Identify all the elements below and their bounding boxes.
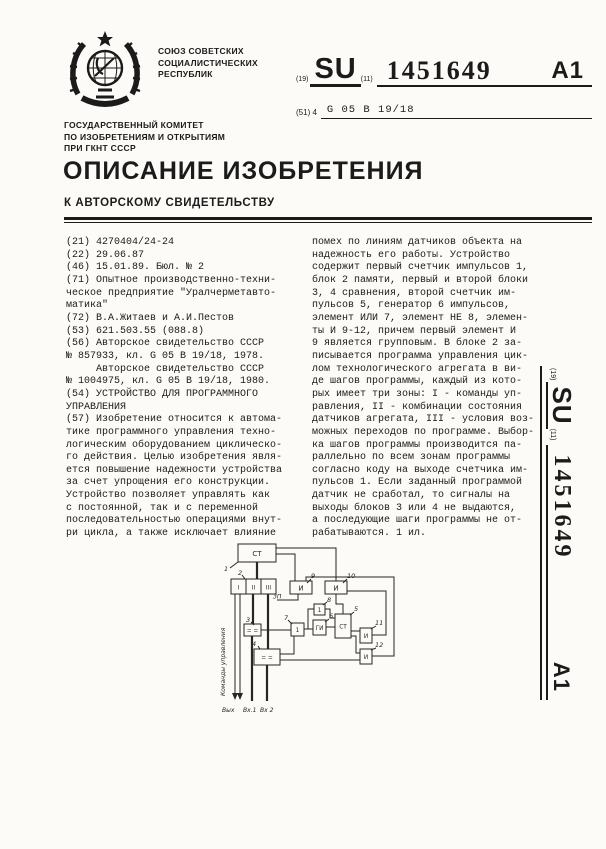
- circuit-diagram: [210, 536, 475, 771]
- block-or7-label: 1: [295, 628, 300, 634]
- input1-label: Вх.1: [243, 707, 257, 714]
- page-title: ОПИСАНИЕ ИЗОБРЕТЕНИЯ: [63, 157, 424, 185]
- abstract-right-column: помех по линиям датчиков объекта на надежность его работы. Устройство содержит первый счетчик импульсов 1, блок 2 памяти, первый и второй блоки 3, 4 сравнения, второй счетчик им- пульсов 5, генератор 6 импульсов, элемент ИЛИ 7, элемент НЕ 8, элемен- ты И 9-12, причем первый элемент И 9 является групповым. В блоке 2 за- писывается программа управления цик- лом технологического агрегата в ви- де шагов программы, каждый из кото- рых имеет три зоны: I - команды уп- равления, II - комбинации состояния датчиков агрегата, III - условия воз- можных переходов по программе. Выбор- ка шагов программы производится па- раллельно по всем зонам программы согласно коду на выходе счетчика им- пульсов 1. Если заданный программой датчик не сработал, то сигналы на выходы блоков 3 или 4 не выдаются, а последующие шаги программы не от- рабатываются. 1 ил.: [312, 237, 535, 540]
- sidebar-country-code: SU: [546, 382, 575, 428]
- ins-code-11: (11): [360, 76, 373, 83]
- block-comparator4-label: = =: [261, 655, 273, 662]
- ref-6: 6: [329, 612, 334, 620]
- block-counter1-label: СТ: [252, 550, 262, 558]
- ref-10: 10: [347, 572, 356, 580]
- ref-12: 12: [375, 641, 384, 649]
- committee-name: ГОСУДАРСТВЕННЫЙ КОМИТЕТ ПО ИЗОБРЕТЕНИЯМ И ОТКРЫТИЯМ ПРИ ГКНТ СССР: [64, 120, 226, 153]
- write-signal-label: ЗП: [273, 593, 282, 601]
- ref-7: 7: [284, 614, 289, 622]
- union-name: СОЮЗ СОВЕТСКИХ СОЦИАЛИСТИЧЕСКИХ РЕСПУБЛИК: [158, 46, 258, 79]
- ref-3: 3: [246, 616, 251, 624]
- memory-zone-3: III: [265, 585, 272, 592]
- block-generator6-label: ГИ: [315, 626, 324, 632]
- ins-code-19: (19): [296, 76, 309, 83]
- sidebar-rotated-strip: [546, 368, 590, 700]
- sidebar-rule: [540, 366, 542, 700]
- header-divider: [64, 217, 592, 223]
- block-comparator3-label: = =: [246, 628, 259, 635]
- country-code: SU: [310, 54, 360, 87]
- ref-1: 1: [224, 565, 229, 573]
- ref-8: 8: [327, 596, 332, 604]
- memory-zone-1: I: [237, 585, 240, 592]
- ussr-coat-of-arms-icon: [62, 28, 148, 114]
- ipc-classification-row: [296, 104, 592, 119]
- ref-9: 9: [311, 572, 316, 580]
- sidebar-patent-number: [546, 368, 590, 700]
- ref-4: 4: [252, 640, 257, 648]
- input2-label: Вх 2: [260, 707, 274, 714]
- sidebar-code-19: (19): [549, 368, 556, 381]
- ipc-class: G 05 B 19/18: [321, 104, 592, 119]
- page-subtitle: К АВТОРСКОМУ СВИДЕТЕЛЬСТВУ: [64, 197, 275, 209]
- kind-code: A1: [551, 57, 584, 84]
- block-and10-label: И: [333, 584, 339, 593]
- sidebar-number-underline: [546, 445, 574, 700]
- memory-zone-2: II: [251, 585, 256, 592]
- commands-caption: Команды управления: [220, 627, 227, 696]
- sidebar-kind-code: A1: [549, 661, 574, 692]
- ins-code-51: (51) 4: [296, 108, 317, 117]
- document-number: 1451649: [386, 56, 492, 85]
- block-not8-label: 1: [317, 608, 322, 614]
- block-and9-label: И: [298, 584, 304, 593]
- block-and11-label: И: [363, 634, 369, 640]
- block-counter5-label: СТ: [339, 624, 347, 631]
- output-label: Вых: [222, 707, 235, 714]
- ref-5: 5: [354, 605, 359, 613]
- sidebar-document-number: 1451649: [549, 454, 575, 560]
- number-underline: [377, 57, 592, 87]
- ref-2: 2: [238, 569, 243, 577]
- ref-11: 11: [375, 619, 384, 627]
- publication-number-row: [296, 54, 592, 87]
- block-and12-label: И: [363, 655, 369, 661]
- diagram-refs: [224, 562, 383, 650]
- sidebar-code-11: (11): [549, 428, 556, 441]
- biblio-left-column: (21) 4270404/24-24 (22) 29.06.87 (46) 15.01.89. Бюл. № 2 (71) Опытное производственно-техни- ческое предприятие "Уралчерметавто- матика" (72) В.А.Житаев и А.И.Пестов (53) 621.503.55 (088.8) (56) Авторское свидетельство СССР № 857933, кл. G 05 B 19/18, 1978. Авторское свидетельство СССР № 1004975, кл. G 05 B 19/18, 1980. (54) УСТРОЙСТВО ДЛЯ ПРОГРАММНОГО УПРАВЛЕНИЯ (57) Изобретение относится к автома- тике программного управления техно- логическим оборудованием циклическо- го действия. Целью изобретения явля- ется повышение надежности устройства за счет упрощения его конструкции. Устройство позволяет управлять как с постоянной, так и с переменной последовательностью операциями внут- ри цикла, а также исключает влияние: [66, 237, 283, 540]
